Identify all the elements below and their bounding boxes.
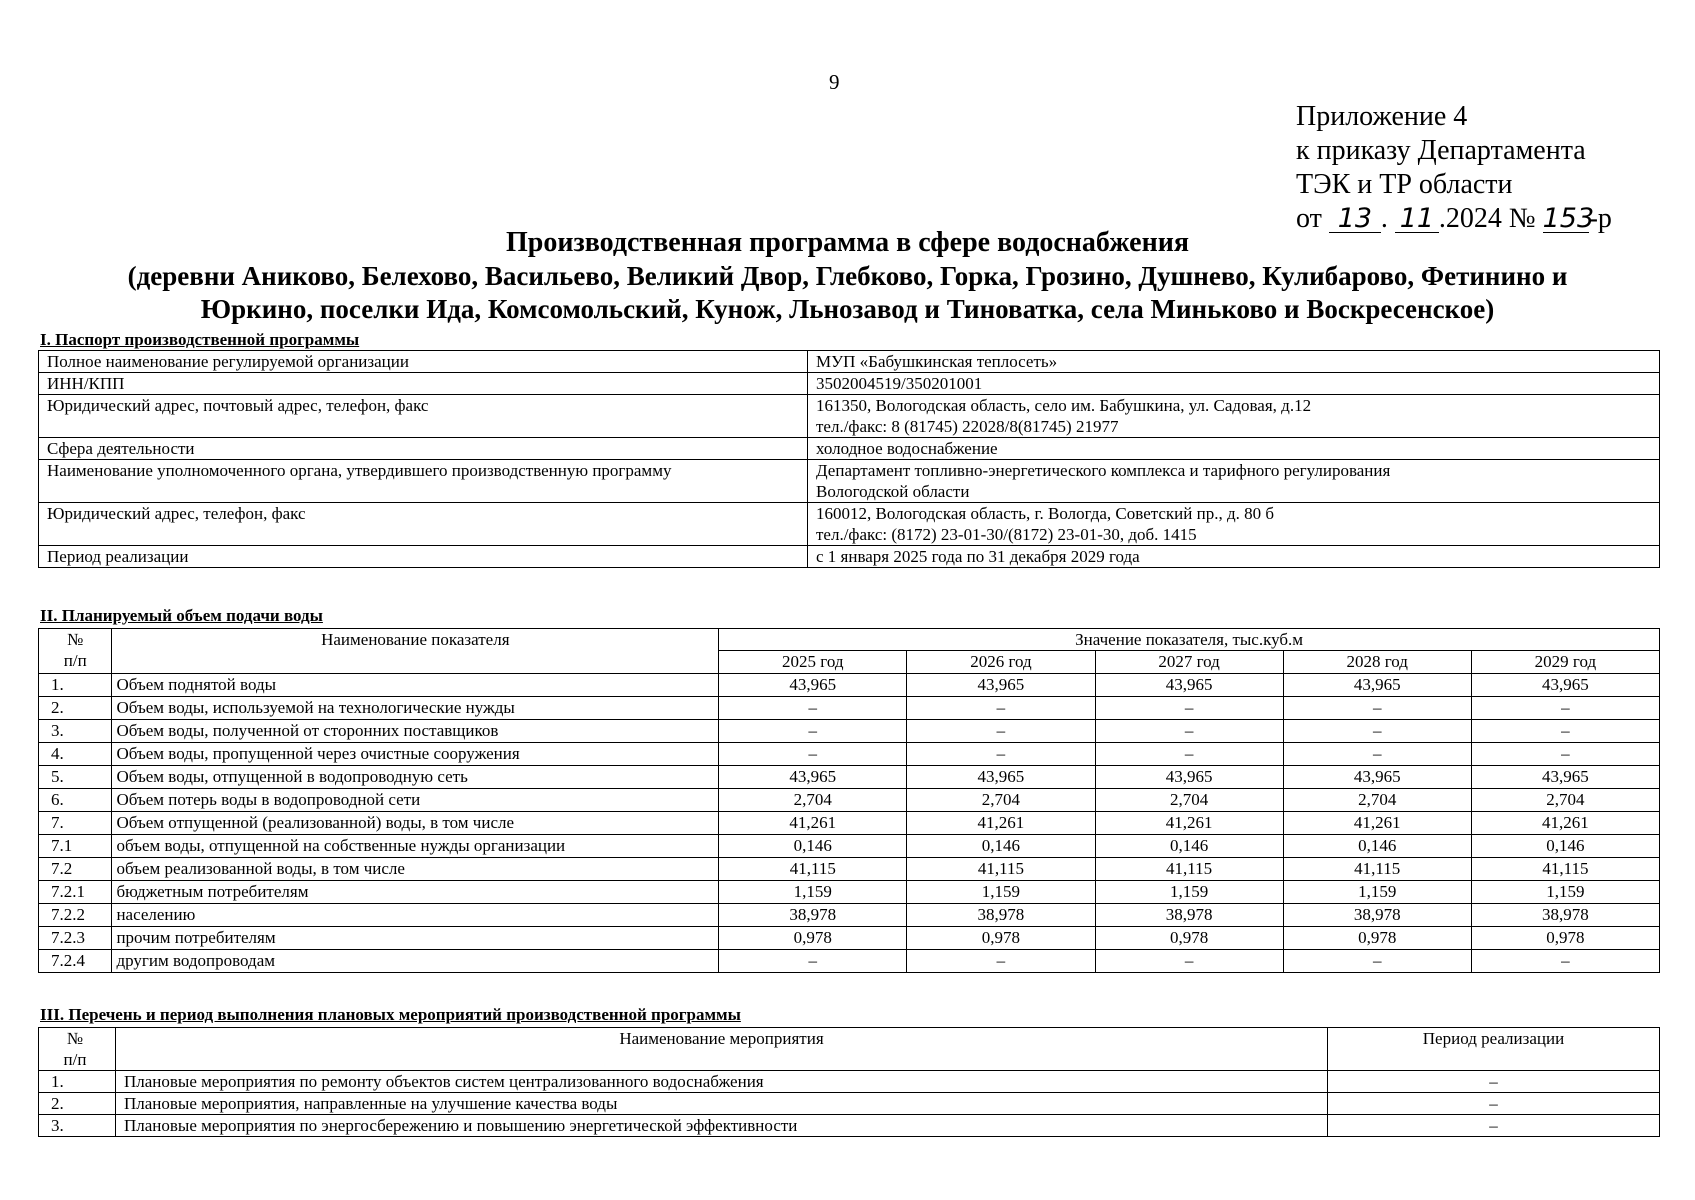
indicator-value: 43,965 xyxy=(719,766,907,789)
table-row xyxy=(39,858,1660,881)
indicator-value: – xyxy=(907,697,1095,720)
row-number: 6. xyxy=(39,789,112,812)
indicator-name: Объем воды, пропущенной через очистные сооружения xyxy=(112,743,719,766)
indicator-value: – xyxy=(719,697,907,720)
indicator-name: Объем потерь воды в водопроводной сети xyxy=(112,789,719,812)
table-row xyxy=(39,720,1660,743)
indicator-value: 41,115 xyxy=(907,858,1095,881)
row-number: 3. xyxy=(39,720,112,743)
indicator-name: населению xyxy=(112,904,719,927)
table-row xyxy=(39,950,1660,973)
row-number: 7.2.2 xyxy=(39,904,112,927)
indicator-value: 0,146 xyxy=(719,835,907,858)
passport-value-line: тел./факс: 8 (81745) 22028/8(81745) 21977 xyxy=(816,417,1119,436)
document-subtitle-line-2: Юркино, поселки Ида, Комсомольский, Кунож, Льнозавод и Тиноватка, села Миньково и Воскресенское) xyxy=(200,294,1495,324)
indicator-value: 0,978 xyxy=(1095,927,1283,950)
row-number: 2. xyxy=(39,697,112,720)
measure-name: Плановые мероприятия, направленные на улучшение качества воды xyxy=(116,1093,1328,1115)
passport-label: Юридический адрес, телефон, факс xyxy=(39,503,808,546)
passport-value-line: Департамент топливно-энергетического комплекса и тарифного регулирования xyxy=(816,461,1391,480)
passport-label: Период реализации xyxy=(39,546,808,568)
table-row xyxy=(39,812,1660,835)
header-no-line1: № xyxy=(67,630,84,649)
indicator-value: 41,115 xyxy=(1471,858,1659,881)
indicator-value: – xyxy=(1095,743,1283,766)
measure-period: – xyxy=(1328,1093,1660,1115)
table-row xyxy=(39,1115,1660,1137)
header-period: Период реализации xyxy=(1328,1028,1660,1071)
indicator-value: – xyxy=(1095,720,1283,743)
indicator-value: – xyxy=(1471,950,1659,973)
indicator-value: 2,704 xyxy=(907,789,1095,812)
appendix-line-1: Приложение 4 xyxy=(1296,101,1468,132)
order-day: 13 xyxy=(1329,206,1381,233)
indicator-value: – xyxy=(719,950,907,973)
indicator-name: объем реализованной воды, в том числе xyxy=(112,858,719,881)
indicator-value: – xyxy=(1095,697,1283,720)
indicator-value: 38,978 xyxy=(1283,904,1471,927)
table-row xyxy=(39,546,1660,568)
indicator-value: 0,978 xyxy=(719,927,907,950)
indicator-value: – xyxy=(1283,743,1471,766)
indicator-value: 43,965 xyxy=(1283,766,1471,789)
indicator-value: – xyxy=(1283,950,1471,973)
indicator-value: 1,159 xyxy=(1283,881,1471,904)
header-year: 2029 год xyxy=(1471,651,1659,674)
order-number: 153 xyxy=(1542,203,1595,234)
passport-value-line: 160012, Вологодская область, г. Вологда, Советский пр., д. 80 б xyxy=(816,504,1275,523)
indicator-value: 0,146 xyxy=(1095,835,1283,858)
indicator-value: 1,159 xyxy=(907,881,1095,904)
indicator-value: – xyxy=(719,720,907,743)
passport-label: Наименование уполномоченного органа, утвердившего производственную программу xyxy=(39,460,808,503)
indicator-name: прочим потребителям xyxy=(112,927,719,950)
row-number: 7.2.1 xyxy=(39,881,112,904)
row-number: 7.2.4 xyxy=(39,950,112,973)
indicator-name: Объем отпущенной (реализованной) воды, в том числе xyxy=(112,812,719,835)
header-no-line2: п/п xyxy=(63,651,87,670)
header-year: 2026 год xyxy=(907,651,1095,674)
water-supply-table xyxy=(38,628,1660,973)
indicator-value: 0,146 xyxy=(907,835,1095,858)
passport-value xyxy=(808,503,1660,546)
row-number: 2. xyxy=(39,1093,116,1115)
header-no xyxy=(39,629,112,674)
indicator-name: объем воды, отпущенной на собственные нужды организации xyxy=(112,835,719,858)
row-number: 4. xyxy=(39,743,112,766)
table-row xyxy=(39,373,1660,395)
passport-label: Юридический адрес, почтовый адрес, телефон, факс xyxy=(39,395,808,438)
header-no-line2: п/п xyxy=(63,1050,87,1069)
indicator-name: другим водопроводам xyxy=(112,950,719,973)
passport-value xyxy=(808,351,1660,373)
passport-label: Полное наименование регулируемой организации xyxy=(39,351,808,373)
indicator-value: – xyxy=(907,720,1095,743)
indicator-value: 2,704 xyxy=(719,789,907,812)
indicator-value: – xyxy=(907,743,1095,766)
passport-value xyxy=(808,460,1660,503)
indicator-value: 38,978 xyxy=(1471,904,1659,927)
indicator-value: 43,965 xyxy=(1471,766,1659,789)
row-number: 7. xyxy=(39,812,112,835)
indicator-name: бюджетным потребителям xyxy=(112,881,719,904)
header-year: 2025 год xyxy=(719,651,907,674)
indicator-value: 38,978 xyxy=(907,904,1095,927)
table-row xyxy=(39,766,1660,789)
row-number: 1. xyxy=(39,1071,116,1093)
order-suffix: -р xyxy=(1588,203,1612,234)
indicator-value: 41,115 xyxy=(1283,858,1471,881)
table-row xyxy=(39,1093,1660,1115)
indicator-value: 43,965 xyxy=(719,674,907,697)
indicator-value: – xyxy=(1471,720,1659,743)
order-year-sep: .2024 № xyxy=(1438,203,1536,234)
indicator-value: 41,115 xyxy=(719,858,907,881)
table-row xyxy=(39,743,1660,766)
indicator-value: – xyxy=(907,950,1095,973)
row-number: 7.1 xyxy=(39,835,112,858)
section-1-title: I. Паспорт производственной программы xyxy=(40,330,360,349)
passport-value-line: МУП «Бабушкинская теплосеть» xyxy=(816,352,1058,371)
row-number: 3. xyxy=(39,1115,116,1137)
table-row xyxy=(39,351,1660,373)
header-indicator-name: Наименование показателя xyxy=(112,629,719,674)
indicator-value: 41,261 xyxy=(719,812,907,835)
indicator-value: 43,965 xyxy=(1095,674,1283,697)
row-number: 5. xyxy=(39,766,112,789)
passport-label: Сфера деятельности xyxy=(39,438,808,460)
table-row xyxy=(39,835,1660,858)
indicator-name: Объем воды, используемой на технологические нужды xyxy=(112,697,719,720)
order-from-prefix: от xyxy=(1296,203,1322,234)
indicator-value: 2,704 xyxy=(1095,789,1283,812)
header-value-group: Значение показателя, тыс.куб.м xyxy=(719,629,1660,651)
indicator-value: 41,261 xyxy=(1095,812,1283,835)
passport-value-line: Вологодской области xyxy=(816,482,970,501)
indicator-value: – xyxy=(1283,720,1471,743)
indicator-value: 0,978 xyxy=(907,927,1095,950)
indicator-name: Объем поднятой воды xyxy=(112,674,719,697)
passport-value xyxy=(808,395,1660,438)
measure-name: Плановые мероприятия по ремонту объектов систем централизованного водоснабжения xyxy=(116,1071,1328,1093)
measures-table xyxy=(38,1027,1660,1137)
indicator-value: 43,965 xyxy=(907,674,1095,697)
passport-value-line: с 1 января 2025 года по 31 декабря 2029 года xyxy=(816,547,1140,566)
indicator-value: 2,704 xyxy=(1283,789,1471,812)
indicator-value: 43,965 xyxy=(907,766,1095,789)
indicator-value: 0,146 xyxy=(1283,835,1471,858)
row-number: 7.2 xyxy=(39,858,112,881)
indicator-value: 43,965 xyxy=(1471,674,1659,697)
passport-value-line: тел./факс: (8172) 23-01-30/(8172) 23-01-30, доб. 1415 xyxy=(816,525,1197,544)
indicator-value: 43,965 xyxy=(1095,766,1283,789)
measure-period: – xyxy=(1328,1115,1660,1137)
measure-name: Плановые мероприятия по энергосбережению и повышению энергетической эффективности xyxy=(116,1115,1328,1137)
indicator-value: 38,978 xyxy=(1095,904,1283,927)
indicator-value: 41,261 xyxy=(1283,812,1471,835)
header-year: 2027 год xyxy=(1095,651,1283,674)
indicator-value: 1,159 xyxy=(1471,881,1659,904)
indicator-value: 2,704 xyxy=(1471,789,1659,812)
row-number: 1. xyxy=(39,674,112,697)
indicator-value: – xyxy=(1471,697,1659,720)
section-2-title: II. Планируемый объем подачи воды xyxy=(40,606,323,625)
indicator-value: 41,115 xyxy=(1095,858,1283,881)
document-subtitle-line-1: (деревни Аниково, Белехово, Васильево, Великий Двор, Глебково, Горка, Грозино, Душнево, Кулибарово, Фетинино и xyxy=(127,261,1568,291)
passport-value-line: 3502004519/350201001 xyxy=(816,374,983,393)
page-number: 9 xyxy=(829,70,840,94)
passport-value xyxy=(808,546,1660,568)
header-no-line1: № xyxy=(66,1029,84,1048)
section-3-title: III. Перечень и период выполнения плановых мероприятий производственной программы xyxy=(40,1005,741,1024)
measure-period: – xyxy=(1328,1071,1660,1093)
table-row xyxy=(39,1071,1660,1093)
passport-value xyxy=(808,373,1660,395)
indicator-value: – xyxy=(1471,743,1659,766)
table-row xyxy=(39,395,1660,438)
table-row xyxy=(39,927,1660,950)
header-no xyxy=(39,1028,116,1071)
indicator-value: – xyxy=(719,743,907,766)
indicator-value: – xyxy=(1095,950,1283,973)
table-row xyxy=(39,881,1660,904)
indicator-value: 43,965 xyxy=(1283,674,1471,697)
header-year: 2028 год xyxy=(1283,651,1471,674)
table-row xyxy=(39,789,1660,812)
indicator-value: 41,261 xyxy=(1471,812,1659,835)
table-row xyxy=(39,674,1660,697)
row-number: 7.2.3 xyxy=(39,927,112,950)
indicator-value: 0,978 xyxy=(1471,927,1659,950)
indicator-value: 0,146 xyxy=(1471,835,1659,858)
passport-table xyxy=(38,350,1660,568)
passport-value xyxy=(808,438,1660,460)
document-title: Производственная программа в сфере водоснабжения xyxy=(505,227,1190,258)
indicator-value: 1,159 xyxy=(719,881,907,904)
table-header-row xyxy=(39,629,1660,651)
order-date-dot: . xyxy=(1380,203,1388,234)
indicator-value: 41,261 xyxy=(907,812,1095,835)
table-row xyxy=(39,904,1660,927)
indicator-value: – xyxy=(1283,697,1471,720)
indicator-value: 38,978 xyxy=(719,904,907,927)
table-row xyxy=(39,438,1660,460)
table-header-row xyxy=(39,1028,1660,1071)
appendix-block xyxy=(1296,100,1612,236)
table-row xyxy=(39,460,1660,503)
header-measure-name: Наименование мероприятия xyxy=(116,1028,1328,1071)
indicator-name: Объем воды, отпущенной в водопроводную сеть xyxy=(112,766,719,789)
indicator-value: 0,978 xyxy=(1283,927,1471,950)
appendix-line-2: к приказу Департамента xyxy=(1296,135,1586,166)
order-month: 11 xyxy=(1395,206,1439,233)
passport-value-line: 161350, Вологодская область, село им. Бабушкина, ул. Садовая, д.12 xyxy=(816,396,1312,415)
indicator-name: Объем воды, полученной от сторонних поставщиков xyxy=(112,720,719,743)
passport-label: ИНН/КПП xyxy=(39,373,808,395)
table-row xyxy=(39,503,1660,546)
appendix-line-3: ТЭК и ТР области xyxy=(1296,169,1513,200)
indicator-value: 1,159 xyxy=(1095,881,1283,904)
passport-value-line: холодное водоснабжение xyxy=(816,439,998,458)
table-row xyxy=(39,697,1660,720)
